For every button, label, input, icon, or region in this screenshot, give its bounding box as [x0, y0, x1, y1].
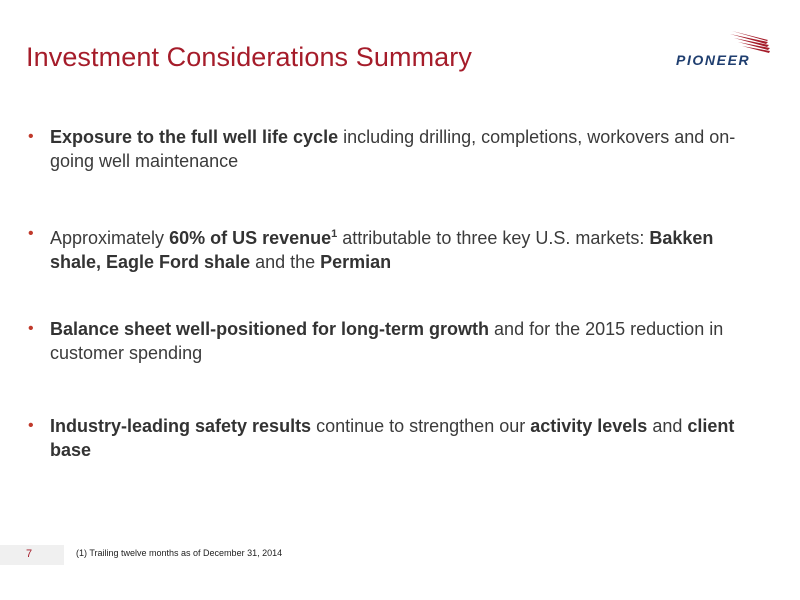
bullet-text: Approximately 60% of US revenue$^1$ attributable to three key U.S. markets: Bakken shale, Eagle Ford shale and the Permian — [50, 228, 714, 272]
bullet-icon: • — [28, 320, 34, 337]
bullet-text: Balance sheet well-positioned for long-term growth and for the 2015 reduction in customer spending — [50, 319, 724, 363]
bullet-icon: • — [28, 225, 34, 242]
logo-text: PIONEER — [676, 52, 751, 68]
bullet-text: Exposure to the full well life cycle including drilling, completions, workovers and on-going well maintenance — [50, 127, 736, 171]
page-number: 7 — [26, 548, 33, 560]
logo-wing-icon — [728, 30, 772, 54]
company-logo — [676, 30, 776, 74]
footnote: (1) Trailing twelve months as of December 31, 2014 — [76, 548, 283, 558]
bullet-icon: • — [28, 417, 34, 434]
bullet-icon: • — [28, 128, 34, 145]
bullet-text: Industry-leading safety results continue to strengthen our activity levels and client base — [50, 416, 735, 460]
slide-title: Investment Considerations Summary — [26, 42, 472, 72]
